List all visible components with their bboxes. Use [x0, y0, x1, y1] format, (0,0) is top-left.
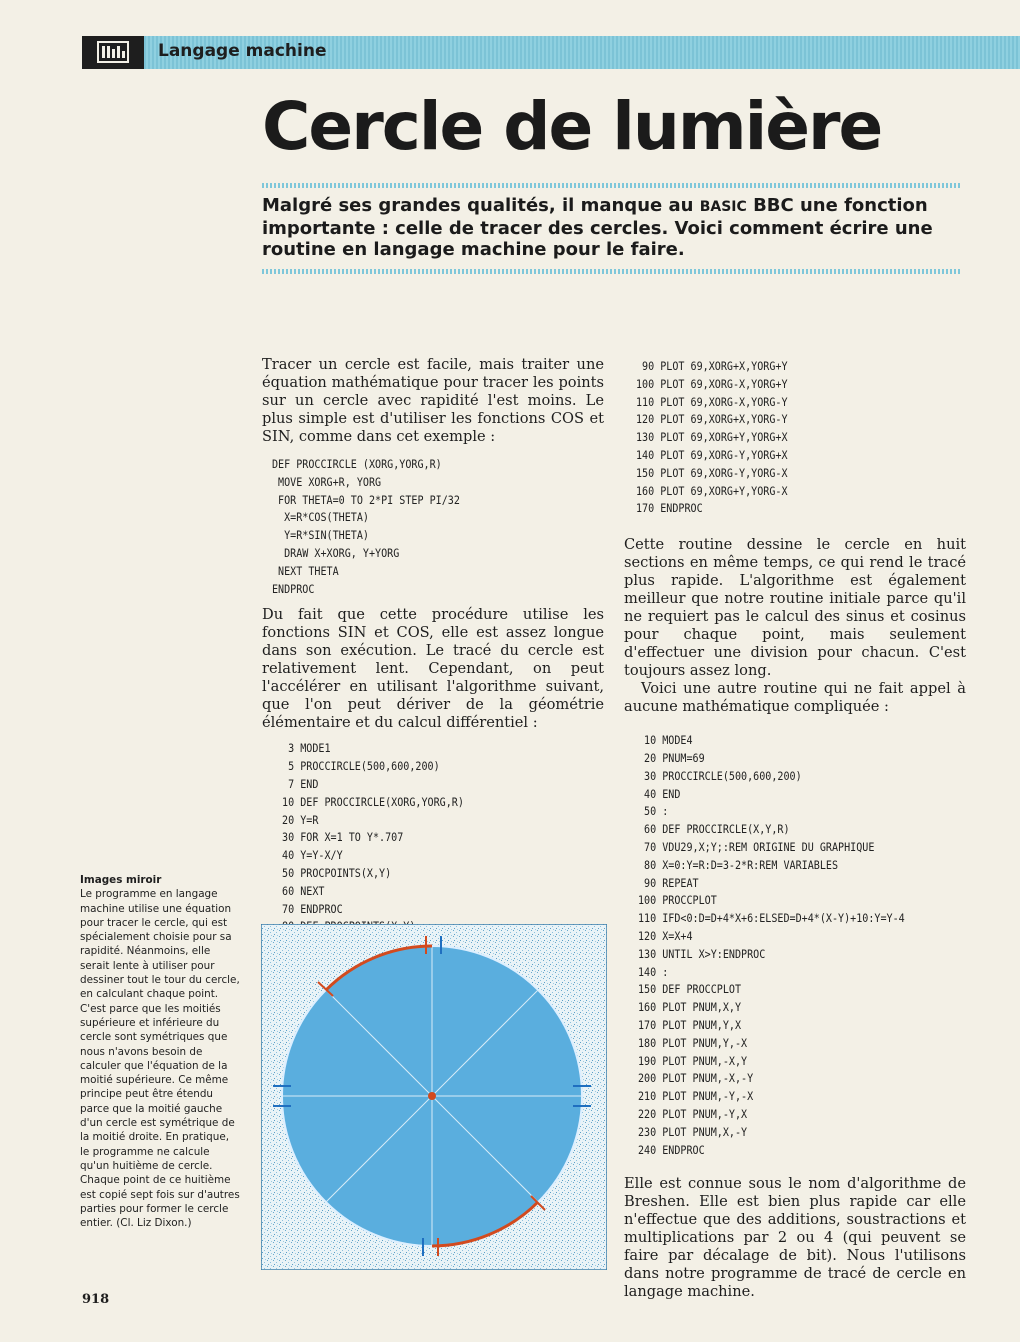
paragraph-4: Voici une autre routine qui ne fait appel à aucune mathématique compliquée :	[624, 680, 966, 716]
code-1-line: Y=R*SIN(THETA)	[272, 529, 370, 543]
code-4-line: 190 PLOT PNUM,-X,Y	[638, 1054, 748, 1068]
code-4-line: 80 X=0:Y=R:D=3-2*R:REM VARIABLES	[638, 858, 839, 872]
code-4-line: 40 END	[638, 787, 681, 801]
code-1-line: MOVE XORG+R, YORG	[272, 475, 382, 489]
code-4-line: 140 :	[638, 965, 669, 979]
code-4-line: 90 REPEAT	[638, 876, 699, 890]
paragraph-2: Du fait que cette procédure utilise les fonctions SIN et COS, elle est assez longue dans son exécution. Le tracé du cercle est relativement lent. Cependant, on peut l'accélérer en utilisant l'algorithme suivant, que l'on peut dériver de la géométrie élémentaire et du calcul différentiel :	[262, 606, 604, 732]
code-4-line: 10 MODE4	[638, 734, 693, 748]
code-4-line: 20 PNUM=69	[638, 751, 705, 765]
code-4-line: 30 PROCCIRCLE(500,600,200)	[638, 769, 802, 783]
section-header-bar	[82, 36, 1020, 69]
code-2-line: 60 NEXT	[276, 884, 325, 898]
code-3-line: 100 PLOT 69,XORG-X,YORG+Y	[636, 377, 788, 391]
code-2-line: 10 DEF PROCCIRCLE(XORG,YORG,R)	[276, 795, 464, 809]
code-4-line: 100 PROCCPLOT	[638, 894, 717, 908]
code-4-line: 160 PLOT PNUM,X,Y	[638, 1001, 742, 1015]
paragraph-5: Elle est connue sous le nom d'algorithme de Breshen. Elle est bien plus rapide car elle n'effectue que des additions, soustractions et multiplications par 2 ou 4 (qui peuvent se faire par décalage de bit). Nous l'utilisons dans notre programme de tracé de cercle en langage machine.	[624, 1175, 966, 1301]
paragraph-3: Cette routine dessine le cercle en huit sections en même temps, ce qui rend le tracé plus rapide. L'algorithme est également meilleur que notre routine initiale parce qu'il ne requiert pas le calcul des sinus et cosinus pour chaque point, mais seulement d'effectuer une division pour chacun. C'est toujours assez long.	[624, 536, 966, 680]
code-4-line: 150 DEF PROCCPLOT	[638, 983, 742, 997]
code-3-line: 150 PLOT 69,XORG-Y,YORG-X	[636, 466, 788, 480]
code-4-line: 110 IFD<0:D=D+4*X+6:ELSED=D+4*(X-Y)+10:Y=Y-4	[638, 912, 905, 926]
code-listing-4	[638, 732, 933, 1159]
code-3-line: 110 PLOT 69,XORG-X,YORG-Y	[636, 395, 788, 409]
code-listing-3	[636, 358, 933, 518]
code-3-line: 90 PLOT 69,XORG+X,YORG+Y	[636, 360, 788, 373]
code-4-line: 70 VDU29,X;Y;:REM ORIGINE DU GRAPHIQUE	[638, 840, 875, 854]
circle-figure	[261, 924, 607, 1270]
basic-word: BASIC	[699, 199, 747, 215]
page-number: 918	[82, 1292, 110, 1307]
code-3-line: 160 PLOT 69,XORG+Y,YORG-X	[636, 484, 788, 498]
code-2-line: 3 MODE1	[276, 742, 331, 756]
divider-bottom	[262, 269, 960, 274]
section-logo	[82, 36, 144, 69]
divider-top	[262, 183, 960, 188]
code-4-line: 210 PLOT PNUM,-Y,-X	[638, 1090, 754, 1104]
right-column	[624, 358, 966, 1301]
code-2-line: 5 PROCCIRCLE(500,600,200)	[276, 760, 440, 774]
code-2-line: 7 END	[276, 777, 319, 791]
figure-caption	[80, 873, 240, 1230]
code-4-line: 200 PLOT PNUM,-X,-Y	[638, 1072, 754, 1086]
code-4-line: 130 UNTIL X>Y:ENDPROC	[638, 947, 766, 961]
code-2-line: 20 Y=R	[276, 813, 319, 827]
code-2-line: 70 ENDPROC	[276, 902, 343, 916]
code-2-line: 50 PROCPOINTS(X,Y)	[276, 866, 392, 880]
code-1-line: DRAW X+XORG, Y+YORG	[272, 546, 400, 560]
code-3-line: 120 PLOT 69,XORG+X,YORG-Y	[636, 413, 788, 427]
code-4-line: 170 PLOT PNUM,Y,X	[638, 1018, 742, 1032]
page-title: Cercle de lumière	[262, 88, 882, 165]
code-1-line: ENDPROC	[272, 582, 315, 596]
code-4-line: 60 DEF PROCCIRCLE(X,Y,R)	[638, 823, 790, 837]
section-label: Langage machine	[158, 41, 327, 61]
code-listing-2	[276, 740, 571, 936]
caption-text: Le programme en langage machine utilise une équation pour tracer le cercle, qui est spécialement choisie pour sa rapidité. Néanmoins, elle serait lente à utiliser pour dessiner tout le tour du cercle, en calculant chaque point. C'est parce que les moitiés supérieure et inférieure du cercle sont symétriques que nous n'avons besoin de calculer que l'équation de la moitié supérieure. Ce même principe peut être étendu parce que la moitié gauche d'un cercle est symétrique de la moitié droite. En pratique, le programme ne calcule qu'un huitième de cercle. Chaque point de ce huitième est copié sept fois sur d'autres parties pour former le cercle entier. (Cl. Liz Dixon.)	[80, 888, 240, 1230]
paragraph-1: Tracer un cercle est facile, mais traiter une équation mathématique pour tracer les points sur un cercle avec rapidité l'est moins. Le plus simple est d'utiliser les fonctions COS et SIN, comme dans cet exemple :	[262, 356, 604, 445]
code-4-line: 220 PLOT PNUM,-Y,X	[638, 1107, 748, 1121]
code-2-line: 40 Y=Y-X/Y	[276, 849, 343, 863]
code-1-line: NEXT THETA	[272, 564, 339, 578]
code-3-line: 170 ENDPROC	[636, 502, 703, 516]
code-4-line: 230 PLOT PNUM,X,-Y	[638, 1125, 748, 1139]
code-1-line: DEF PROCCIRCLE (XORG,YORG,R)	[272, 458, 442, 471]
code-2-line: 30 FOR X=1 TO Y*.707	[276, 831, 404, 845]
computer-screen-icon	[97, 41, 129, 63]
code-1-line: FOR THETA=0 TO 2*PI STEP PI/32	[272, 493, 460, 507]
code-4-line: 120 X=X+4	[638, 929, 693, 943]
code-1-line: X=R*COS(THETA)	[272, 511, 370, 525]
code-4-line: 180 PLOT PNUM,Y,-X	[638, 1036, 748, 1050]
code-3-line: 140 PLOT 69,XORG-Y,YORG+X	[636, 448, 788, 462]
code-listing-1	[272, 456, 571, 598]
intro-paragraph: Malgré ses grandes qualités, il manque au BASIC BBC une fonction importante : celle de tracer des cercles. Voici comment écrire une routine en langage machine pour le faire.	[262, 195, 933, 260]
code-4-line: 240 ENDPROC	[638, 1143, 705, 1157]
circle-center-dot	[428, 1092, 436, 1100]
caption-title: Images miroir	[80, 874, 162, 886]
code-4-line: 50 :	[638, 805, 669, 819]
left-column	[262, 356, 604, 936]
code-3-line: 130 PLOT 69,XORG+Y,YORG+X	[636, 431, 788, 445]
